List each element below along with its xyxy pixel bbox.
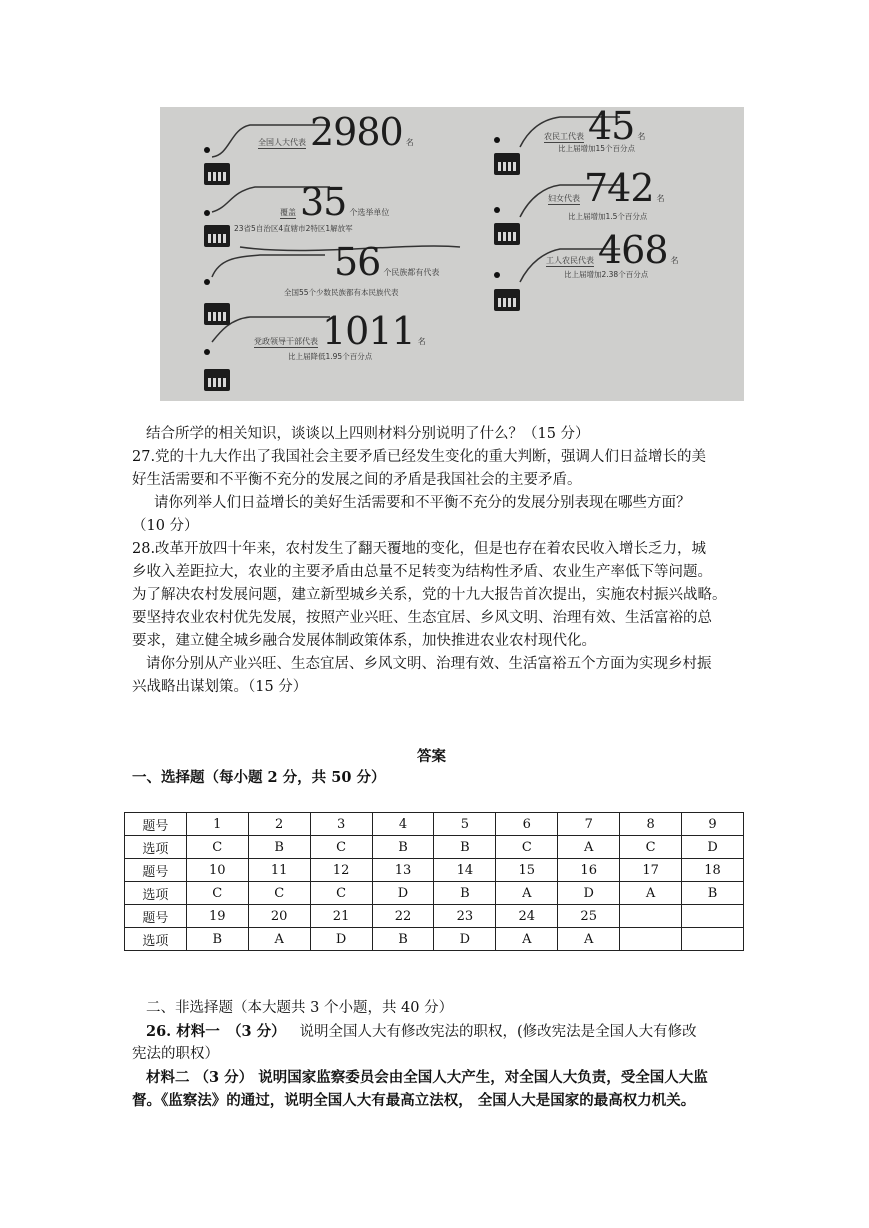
stat-workers-farmers: 工人农民代表 468 名 bbox=[546, 228, 679, 272]
table-row-header: 题号 bbox=[125, 859, 187, 882]
table-cell: A bbox=[558, 928, 620, 951]
q28-prompt: 请你分别从产业兴旺、生态宜居、乡风文明、治理有效、生活富裕五个方面为实现乡村振 bbox=[146, 656, 712, 672]
table-cell: 8 bbox=[620, 813, 682, 836]
q28-line: 要坚持农业农村优先发展，按照产业兴旺、生态宜居、乡风文明、治理有效、生活富裕的总 bbox=[132, 610, 712, 626]
table-cell: B bbox=[372, 836, 434, 859]
table-cell: B bbox=[682, 882, 744, 905]
table-cell: 4 bbox=[372, 813, 434, 836]
table-cell: 20 bbox=[248, 905, 310, 928]
table-cell: 12 bbox=[310, 859, 372, 882]
table-cell: 3 bbox=[310, 813, 372, 836]
table-row bbox=[125, 813, 744, 836]
table-row-header: 选项 bbox=[125, 928, 187, 951]
bullet-dot bbox=[204, 279, 210, 285]
people-icon bbox=[494, 153, 520, 175]
q28-line: 28.改革开放四十年来，农村发生了翻天覆地的变化，但是也存在着农民收入增长乏力，城 bbox=[132, 541, 707, 557]
table-cell: A bbox=[558, 836, 620, 859]
table-cell: C bbox=[620, 836, 682, 859]
table-row bbox=[125, 836, 744, 859]
people-icon bbox=[204, 225, 230, 247]
people-icon bbox=[494, 289, 520, 311]
delegate-infographic bbox=[160, 107, 744, 401]
answer-table bbox=[124, 812, 744, 951]
table-cell: D bbox=[558, 882, 620, 905]
q27-line: 好生活需要和不平衡不充分的发展之间的矛盾是我国社会的主要矛盾。 bbox=[132, 472, 582, 488]
table-cell: C bbox=[248, 882, 310, 905]
table-row-header: 题号 bbox=[125, 813, 187, 836]
table-cell: D bbox=[372, 882, 434, 905]
table-cell: C bbox=[186, 882, 248, 905]
stat-sub-text: 比上届增加2.38个百分点 bbox=[564, 270, 649, 279]
table-cell: 11 bbox=[248, 859, 310, 882]
table-cell: 2 bbox=[248, 813, 310, 836]
table-cell: 22 bbox=[372, 905, 434, 928]
table-cell: B bbox=[248, 836, 310, 859]
q28-line: 要求，建立健全城乡融合发展体制政策体系，加快推进农业农村现代化。 bbox=[132, 633, 596, 649]
q28-line: 乡收入差距拉大，农业的主要矛盾由总量不足转变为结构性矛盾、农业生产率低下等问题。 bbox=[132, 564, 712, 580]
table-cell: B bbox=[434, 836, 496, 859]
table-row-header: 题号 bbox=[125, 905, 187, 928]
people-icon bbox=[494, 223, 520, 245]
table-cell: 15 bbox=[496, 859, 558, 882]
table-cell: A bbox=[496, 928, 558, 951]
table-cell: C bbox=[186, 836, 248, 859]
answer-26-line bbox=[146, 1020, 697, 1044]
table-cell: 5 bbox=[434, 813, 496, 836]
table-cell: B bbox=[186, 928, 248, 951]
q28-line: 为了解决农村发展问题，建立新型城乡关系，党的十九大报告首次提出，实施农村振兴战略。 bbox=[132, 587, 727, 603]
section-nonchoice-heading: 二、非选择题（本大题共 3 个小题，共 40 分） bbox=[146, 1000, 454, 1016]
table-cell: 6 bbox=[496, 813, 558, 836]
table-cell: 13 bbox=[372, 859, 434, 882]
stat-units-covered: 覆盖 35 个选举单位 bbox=[280, 180, 390, 224]
q28-prompt: 兴战略出谋划策。（15 分） bbox=[132, 679, 308, 695]
table-cell bbox=[682, 928, 744, 951]
stat-total-delegates: 全国人大代表 2980 名 bbox=[258, 110, 414, 154]
table-cell: 19 bbox=[186, 905, 248, 928]
table-row bbox=[125, 882, 744, 905]
answer-material2-line: 督。《监察法》的通过，说明全国人大有最高立法权， 全国人大是国家的最高权力机关。 bbox=[132, 1092, 696, 1109]
table-cell: 7 bbox=[558, 813, 620, 836]
table-cell: D bbox=[434, 928, 496, 951]
table-cell: 10 bbox=[186, 859, 248, 882]
table-cell: 1 bbox=[186, 813, 248, 836]
table-row bbox=[125, 928, 744, 951]
stat-migrant-workers: 农民工代表 45 名 bbox=[544, 107, 646, 148]
bullet-dot bbox=[204, 210, 210, 216]
table-cell: C bbox=[310, 882, 372, 905]
table-cell: A bbox=[620, 882, 682, 905]
table-cell: D bbox=[310, 928, 372, 951]
q27-line: 27.党的十九大作出了我国社会主要矛盾已经发生变化的重大判断，强调人们日益增长的美 bbox=[132, 449, 707, 465]
table-cell: B bbox=[372, 928, 434, 951]
people-icon bbox=[204, 163, 230, 185]
table-cell: A bbox=[496, 882, 558, 905]
table-cell bbox=[620, 928, 682, 951]
table-cell: 23 bbox=[434, 905, 496, 928]
stat-sub-text: 23省5自治区4直辖市2特区1解放军 bbox=[234, 224, 353, 233]
table-row-header: 选项 bbox=[125, 836, 187, 859]
q27-score: （10 分） bbox=[132, 518, 199, 534]
bullet-dot bbox=[204, 349, 210, 355]
table-cell: A bbox=[248, 928, 310, 951]
table-cell: 14 bbox=[434, 859, 496, 882]
table-cell: 24 bbox=[496, 905, 558, 928]
table-cell: 21 bbox=[310, 905, 372, 928]
people-icon bbox=[204, 303, 230, 325]
stat-sub-text: 比上届增加1.5个百分点 bbox=[568, 212, 648, 221]
bullet-dot bbox=[494, 137, 500, 143]
stat-sub-text: 比上届增加15个百分点 bbox=[558, 144, 636, 153]
stat-ethnic-groups: 56 个民族都有代表 bbox=[334, 240, 440, 284]
table-cell: D bbox=[682, 836, 744, 859]
table-cell: 17 bbox=[620, 859, 682, 882]
table-cell: B bbox=[434, 882, 496, 905]
table-row bbox=[125, 905, 744, 928]
material-question: 结合所学的相关知识，谈谈以上四则材料分别说明了什么？（15 分） bbox=[146, 426, 590, 442]
table-cell bbox=[682, 905, 744, 928]
table-cell bbox=[620, 905, 682, 928]
table-cell: C bbox=[496, 836, 558, 859]
table-row bbox=[125, 859, 744, 882]
stat-women: 妇女代表 742 名 bbox=[548, 166, 665, 210]
stat-sub-text: 全国55个少数民族都有本民族代表 bbox=[284, 288, 399, 297]
answer-26-body: 说明全国人大有修改宪法的职权，(修改宪法是全国人大有修改 bbox=[299, 1024, 697, 1040]
table-cell: 18 bbox=[682, 859, 744, 882]
table-cell: 9 bbox=[682, 813, 744, 836]
answer-26-line: 宪法的职权） bbox=[132, 1046, 219, 1062]
table-row-header: 选项 bbox=[125, 882, 187, 905]
answer-title: 答案 bbox=[417, 748, 446, 765]
section-choice-heading: 一、选择题（每小题 2 分，共 50 分） bbox=[132, 769, 386, 786]
table-cell: 16 bbox=[558, 859, 620, 882]
answer-material2-line: 材料二 （3 分） 说明国家监察委员会由全国人大产生，对全国人大负责，受全国人大监 bbox=[146, 1069, 708, 1086]
table-cell: 25 bbox=[558, 905, 620, 928]
bullet-dot bbox=[494, 272, 500, 278]
answer-26-head: 26. 材料一 （3 分） bbox=[146, 1023, 286, 1040]
q27-prompt: 请你列举人们日益增长的美好生活需要和不平衡不充分的发展分别表现在哪些方面？ bbox=[154, 495, 691, 511]
table-cell: C bbox=[310, 836, 372, 859]
people-icon bbox=[204, 369, 230, 391]
bullet-dot bbox=[204, 147, 210, 153]
bullet-dot bbox=[494, 207, 500, 213]
stat-party-leaders: 党政领导干部代表 1011 名 bbox=[254, 309, 426, 353]
stat-sub-text: 比上届降低1.95个百分点 bbox=[288, 352, 373, 361]
